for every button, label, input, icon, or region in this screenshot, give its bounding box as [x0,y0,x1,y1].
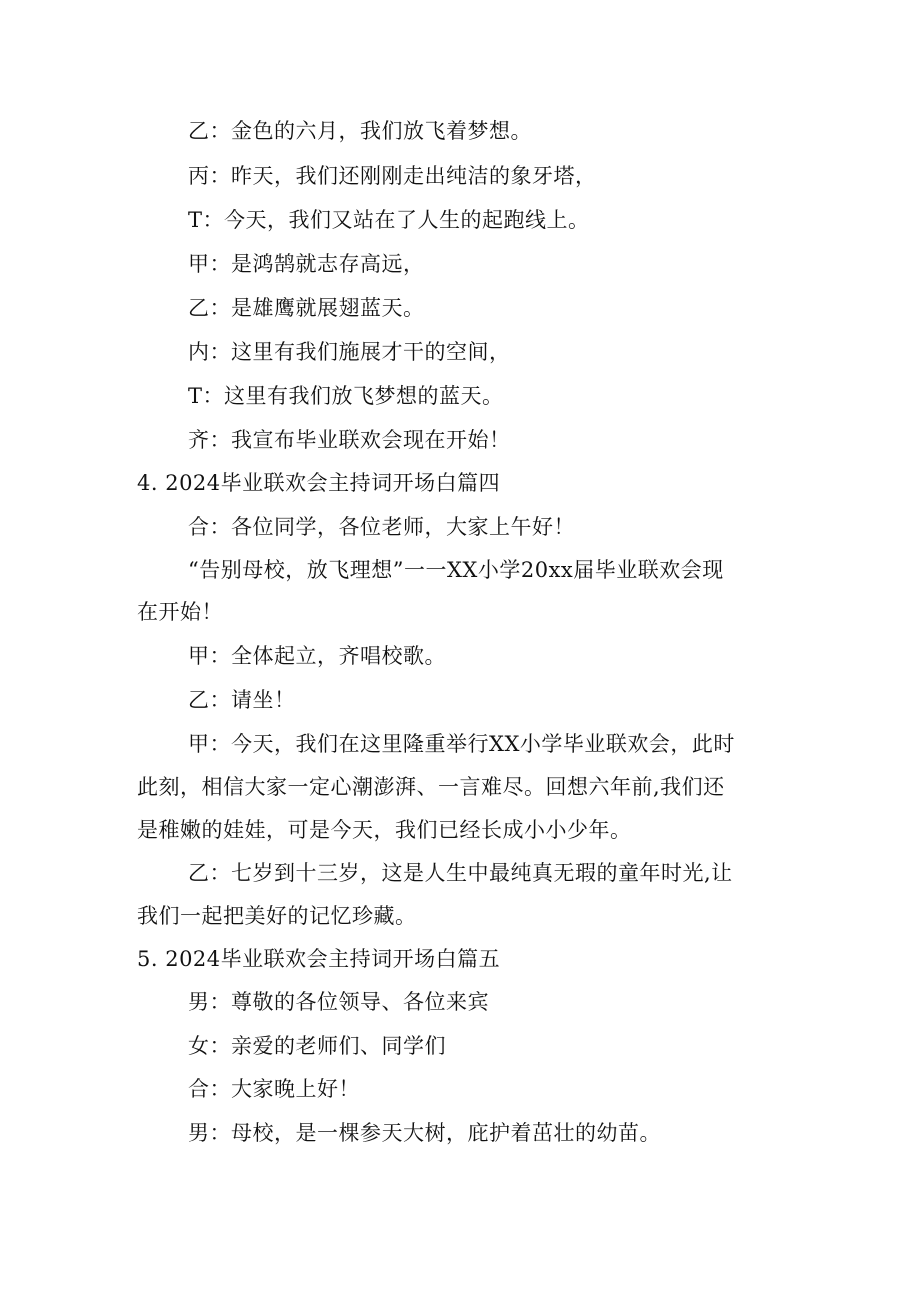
dialogue-line: 乙：是雄鹰就展翅蓝天。 [188,296,425,320]
dialogue-line: 齐：我宣布毕业联欢会现在开始！ [188,428,511,452]
paragraph-line: “告别母校，放飞理想”一一XX小学20xx届毕业联欢会现 [188,558,724,582]
paragraph-line: 是稚嫩的娃娃，可是今天，我们已经长成小小少年。 [137,818,632,842]
dialogue-line: 女：亲爱的老师们、同学们 [188,1034,446,1058]
dialogue-line: 合：各位同学，各位老师，大家上午好！ [188,515,575,539]
dialogue-line: 乙：请坐！ [188,688,296,712]
dialogue-line: 男：母校，是一棵参天大树，庇护着茁壮的幼苗。 [188,1121,661,1145]
dialogue-line: 男：尊敬的各位领导、各位来宾 [188,990,489,1014]
dialogue-line: 乙：金色的六月，我们放飞着梦想。 [188,119,532,143]
dialogue-line: 内：这里有我们施展才干的空间， [188,340,511,364]
section-heading: 4. 2024毕业联欢会主持词开场白篇四 [137,471,501,495]
paragraph-line: 此刻，相信大家一定心潮澎湃、一言难尽。回想六年前,我们还 [137,775,725,799]
dialogue-line: 合：大家晚上好！ [188,1077,360,1101]
dialogue-line: T：这里有我们放飞梦想的蓝天。 [188,384,504,408]
dialogue-line: 甲：全体起立，齐唱校歌。 [188,644,446,668]
dialogue-line: T：今天，我们又站在了人生的起跑线上。 [188,208,590,232]
paragraph-line: 在开始！ [137,600,223,624]
paragraph-line: 乙：七岁到十三岁，这是人生中最纯真无瑕的童年时光,让 [188,861,733,885]
section-heading: 5. 2024毕业联欢会主持词开场白篇五 [137,947,501,971]
paragraph-line: 甲：今天，我们在这里隆重举行XX小学毕业联欢会，此时 [188,732,735,756]
dialogue-line: 甲：是鸿鹄就志存高远， [188,252,425,276]
dialogue-line: 丙：昨天，我们还刚刚走出纯洁的象牙塔， [188,164,597,188]
paragraph-line: 我们一起把美好的记忆珍藏。 [137,904,417,928]
